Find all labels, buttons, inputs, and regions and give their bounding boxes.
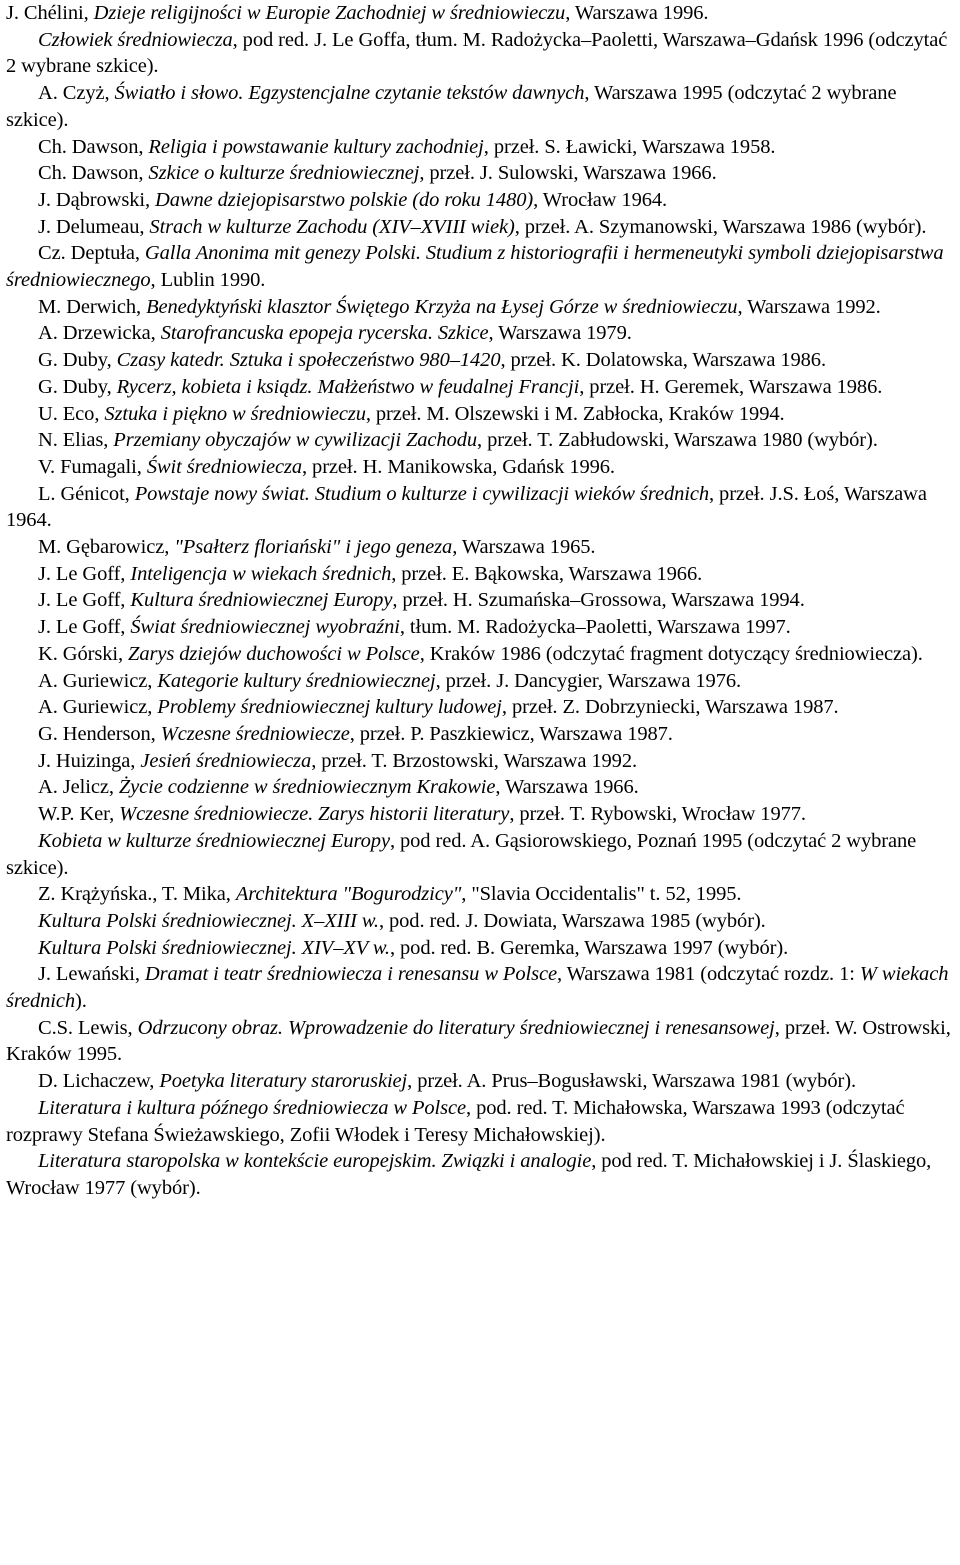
entry-text: , pod red. A. Gąsiorowskiego, Poznań 1995 (odczytać 2 wybrane szkice). <box>6 829 917 879</box>
entry-title-text: Problemy średniowiecznej kultury ludowej <box>157 696 502 719</box>
entry-title-text: Benedyktyński klasztor Świętego Krzyża na Łysej Górze w średniowieczu <box>146 295 738 318</box>
entry-text: W.P. Ker, <box>38 803 120 826</box>
bibliography-entry <box>6 801 954 828</box>
entry-text: C.S. Lewis, <box>38 1016 138 1039</box>
entry-title-text: Poetyka literatury staroruskiej <box>159 1070 408 1093</box>
entry-text: J. Dąbrowski, <box>38 188 156 211</box>
entry-text: J. Delumeau, <box>38 215 150 238</box>
bibliography-entry <box>6 214 954 241</box>
entry-title-text: Dzieje religijności w Europie Zachodniej w średniowieczu <box>93 2 566 24</box>
bibliography-entry <box>6 908 954 935</box>
entry-text: , przeł. E. Bąkowska, Warszawa 1966. <box>391 562 703 585</box>
entry-title-text: Strach w kulturze Zachodu (XIV–XVIII wiek) <box>149 215 515 238</box>
bibliography-entry <box>6 374 954 401</box>
bibliography-entry <box>6 134 954 161</box>
entry-text: V. Fumagali, <box>38 455 147 478</box>
bibliography-entry <box>6 27 954 80</box>
entry-title-text: Kultura Polski średniowiecznej. XIV–XV w. <box>38 936 390 959</box>
entry-text: A. Guriewicz, <box>38 696 158 719</box>
entry-title-text: Dawne dziejopisarstwo polskie (do roku 1480) <box>155 188 534 211</box>
entry-title-text: Inteligencja w wiekach średnich <box>130 562 392 585</box>
entry-text: K. Górski, <box>38 642 129 665</box>
bibliography-entry <box>6 881 954 908</box>
bibliography-entry <box>6 774 954 801</box>
entry-text: A. Guriewicz, <box>38 669 158 692</box>
entry-title-text: Dramat i teatr średniowiecza i renesansu w Polsce <box>144 963 557 986</box>
entry-text: , tłum. M. Radożycka–Paoletti, Warszawa 1997. <box>399 616 791 639</box>
entry-text: J. Chélini, <box>6 2 94 24</box>
entry-text: , Kraków 1986 (odczytać fragment dotyczący średniowiecza). <box>419 642 923 665</box>
entry-title-text: Religia i powstawanie kultury zachodniej <box>148 135 484 158</box>
bibliography-entry <box>6 240 954 293</box>
bibliography-entry <box>6 1148 954 1201</box>
entry-text: Ch. Dawson, <box>38 162 149 185</box>
entry-text: , Warszawa 1992. <box>737 295 881 318</box>
bibliography-entry <box>6 160 954 187</box>
entry-title-text: Światło i słowo. Egzystencjalne czytanie tekstów dawnych <box>114 82 585 105</box>
bibliography-entry <box>6 828 954 881</box>
entry-title-text: Świat średniowiecznej wyobraźni <box>130 616 400 639</box>
entry-title-text: Rycerz, kobieta i ksiądz. Małżeństwo w feudalnej Francji <box>116 375 580 398</box>
bibliography-entry <box>6 614 954 641</box>
entry-text: , przeł. A. Szymanowski, Warszawa 1986 (wybór). <box>514 215 927 238</box>
entry-text: , przeł. W. Ostrowski, Kraków 1995. <box>6 1016 951 1066</box>
entry-text: , przeł. H. Geremek, Warszawa 1986. <box>579 375 883 398</box>
entry-title-text: Literatura staropolska w kontekście europejskim. Związki i analogie <box>38 1150 592 1173</box>
entry-text: A. Drzewicka, <box>38 322 161 345</box>
entry-text: , Warszawa 1965. <box>452 536 596 559</box>
entry-title-text: Architektura "Bogurodzicy" <box>235 883 462 906</box>
entry-text: D. Lichaczew, <box>38 1070 160 1093</box>
entry-text: , przeł. Z. Dobrzyniecki, Warszawa 1987. <box>501 696 839 719</box>
entry-text: , przeł. M. Olszewski i M. Zabłocka, Kraków 1994. <box>365 402 785 425</box>
bibliography-entry <box>6 1095 954 1148</box>
entry-text: , Lublin 1990. <box>150 269 266 292</box>
entry-title-text: Przemiany obyczajów w cywilizacji Zachodu <box>113 429 478 452</box>
entry-text: U. Eco, <box>38 402 105 425</box>
entry-text: J. Le Goff, <box>38 616 131 639</box>
entry-text: , przeł. K. Dolatowska, Warszawa 1986. <box>500 349 826 372</box>
bibliography-entry <box>6 961 954 1014</box>
bibliography-entry <box>6 1015 954 1068</box>
entry-text: J. Huizinga, <box>38 749 141 772</box>
entry-title-text: Zarys dziejów duchowości w Polsce <box>128 642 420 665</box>
entry-text: Z. Krążyńska., T. Mika, <box>38 883 236 906</box>
entry-text: , pod. red. B. Geremka, Warszawa 1997 (wybór). <box>389 936 789 959</box>
entry-text: ). <box>75 990 87 1013</box>
entry-title-text: Świt średniowiecza <box>146 455 302 478</box>
entry-text: , Warszawa 1979. <box>488 322 632 345</box>
entry-title-text: Powstaje nowy świat. Studium o kulturze i cywilizacji wieków średnich <box>134 482 709 505</box>
bibliography-entry <box>6 561 954 588</box>
entry-text: Cz. Deptuła, <box>38 242 145 265</box>
entry-text: , pod. red. J. Dowiata, Warszawa 1985 (wybór). <box>378 909 766 932</box>
entry-text: G. Henderson, <box>38 722 161 745</box>
bibliography-entry <box>6 454 954 481</box>
entry-text: , przeł. S. Ławicki, Warszawa 1958. <box>483 135 776 158</box>
entry-title-text: Kultura Polski średniowiecznej. X–XIII w. <box>38 909 379 932</box>
bibliography-entry <box>6 1068 954 1095</box>
entry-text: J. Lewański, <box>38 963 145 986</box>
entry-text: , pod red. J. Le Goffa, tłum. M. Radożycka–Paoletti, Warszawa–Gdańsk 1996 (odczytać 2 wybrane szkice). <box>6 28 948 78</box>
entry-text: G. Duby, <box>38 349 117 372</box>
entry-title-text: Kategorie kultury średniowiecznej <box>157 669 436 692</box>
bibliography-entry <box>6 481 954 534</box>
entry-text: , przeł. J. Dancygier, Warszawa 1976. <box>435 669 742 692</box>
bibliography-entry <box>6 320 954 347</box>
entry-text: , przeł. H. Manikowska, Gdańsk 1996. <box>302 455 615 478</box>
entry-text: , Warszawa 1995 (odczytać 2 wybrane szkice). <box>6 82 897 131</box>
entry-title-text: W wiekach średnich <box>6 963 949 1013</box>
entry-title-text: Wczesne średniowiecze. Zarys historii literatury <box>119 803 510 826</box>
bibliography-entry <box>6 187 954 214</box>
entry-text: G. Duby, <box>38 375 117 398</box>
bibliography-list <box>6 0 954 1202</box>
bibliography-entry <box>6 587 954 614</box>
bibliography-entry <box>6 721 954 748</box>
entry-title-text: Sztuka i piękno w średniowieczu <box>104 402 366 425</box>
bibliography-entry <box>6 0 954 27</box>
entry-text: M. Gębarowicz, <box>38 536 175 559</box>
entry-text: A. Jelicz, <box>38 776 119 799</box>
entry-title-text: Starofrancuska epopeja rycerska. Szkice <box>160 322 489 345</box>
entry-text: M. Derwich, <box>38 295 147 318</box>
entry-text: , Wrocław 1964. <box>533 188 668 211</box>
entry-text: , "Slavia Occidentalis" t. 52, 1995. <box>461 883 742 906</box>
entry-title-text: Galla Anonima mit genezy Polski. Studium z historiografii i hermeneutyki symboli dziejopisarstwa średniowiecznego <box>6 242 944 292</box>
entry-title-text: Wczesne średniowiecze <box>160 722 350 745</box>
entry-text: , przeł. J. Sulowski, Warszawa 1966. <box>419 162 717 185</box>
entry-text: , pod. red. T. Michałowska, Warszawa 1993 (odczytać rozprawy Stefana Świeżawskiego, Zofii Włodek i Teresy Michałowskiej). <box>6 1096 905 1146</box>
bibliography-entry <box>6 294 954 321</box>
bibliography-entry <box>6 668 954 695</box>
entry-text: , przeł. H. Szumańska–Grossowa, Warszawa 1994. <box>392 589 805 612</box>
entry-title-text: Literatura i kultura późnego średniowiecza w Polsce <box>38 1096 467 1119</box>
entry-title-text: Kultura średniowiecznej Europy <box>130 589 393 612</box>
entry-title-text: Czasy katedr. Sztuka i społeczeństwo 980–1420 <box>116 349 501 372</box>
bibliography-entry <box>6 347 954 374</box>
entry-text: Ch. Dawson, <box>38 135 149 158</box>
bibliography-entry <box>6 427 954 454</box>
entry-title-text: Kobieta w kulturze średniowiecznej Europy <box>38 829 390 852</box>
entry-text: , przeł. T. Zabłudowski, Warszawa 1980 (wybór). <box>477 429 878 452</box>
entry-text: , przeł. A. Prus–Bogusławski, Warszawa 1981 (wybór). <box>407 1070 856 1093</box>
entry-title-text: Szkice o kulturze średniowiecznej <box>148 162 420 185</box>
entry-title-text: "Psałterz floriański" i jego geneza <box>174 536 453 559</box>
bibliography-entry <box>6 748 954 775</box>
entry-text: A. Czyż, <box>38 82 115 105</box>
entry-title-text: Życie codzienne w średniowiecznym Krakowie <box>118 776 496 799</box>
entry-title-text: Człowiek średniowiecza <box>38 28 233 51</box>
entry-text: N. Elias, <box>38 429 114 452</box>
entry-text: J. Le Goff, <box>38 562 131 585</box>
entry-title-text: Odrzucony obraz. Wprowadzenie do literatury średniowiecznej i renesansowej <box>137 1016 775 1039</box>
entry-text: , Warszawa 1966. <box>495 776 639 799</box>
entry-text: , przeł. T. Brzostowski, Warszawa 1992. <box>311 749 638 772</box>
bibliography-entry <box>6 935 954 962</box>
entry-text: , pod red. T. Michałowskiej i J. Ślaskiego, Wrocław 1977 (wybór). <box>6 1150 932 1199</box>
bibliography-entry <box>6 534 954 561</box>
entry-title-text: Jesień średniowiecza <box>140 749 312 772</box>
bibliography-entry <box>6 80 954 133</box>
entry-text: J. Le Goff, <box>38 589 131 612</box>
bibliography-entry <box>6 641 954 668</box>
entry-text: , Warszawa 1981 (odczytać rozdz. 1: <box>556 963 860 986</box>
bibliography-entry <box>6 694 954 721</box>
entry-text: , przeł. J.S. Łoś, Warszawa 1964. <box>6 482 927 532</box>
entry-text: , przeł. T. Rybowski, Wrocław 1977. <box>509 803 806 826</box>
bibliography-entry <box>6 401 954 428</box>
entry-text: , Warszawa 1996. <box>565 2 709 24</box>
entry-text: L. Génicot, <box>38 482 135 505</box>
entry-text: , przeł. P. Paszkiewicz, Warszawa 1987. <box>349 722 673 745</box>
